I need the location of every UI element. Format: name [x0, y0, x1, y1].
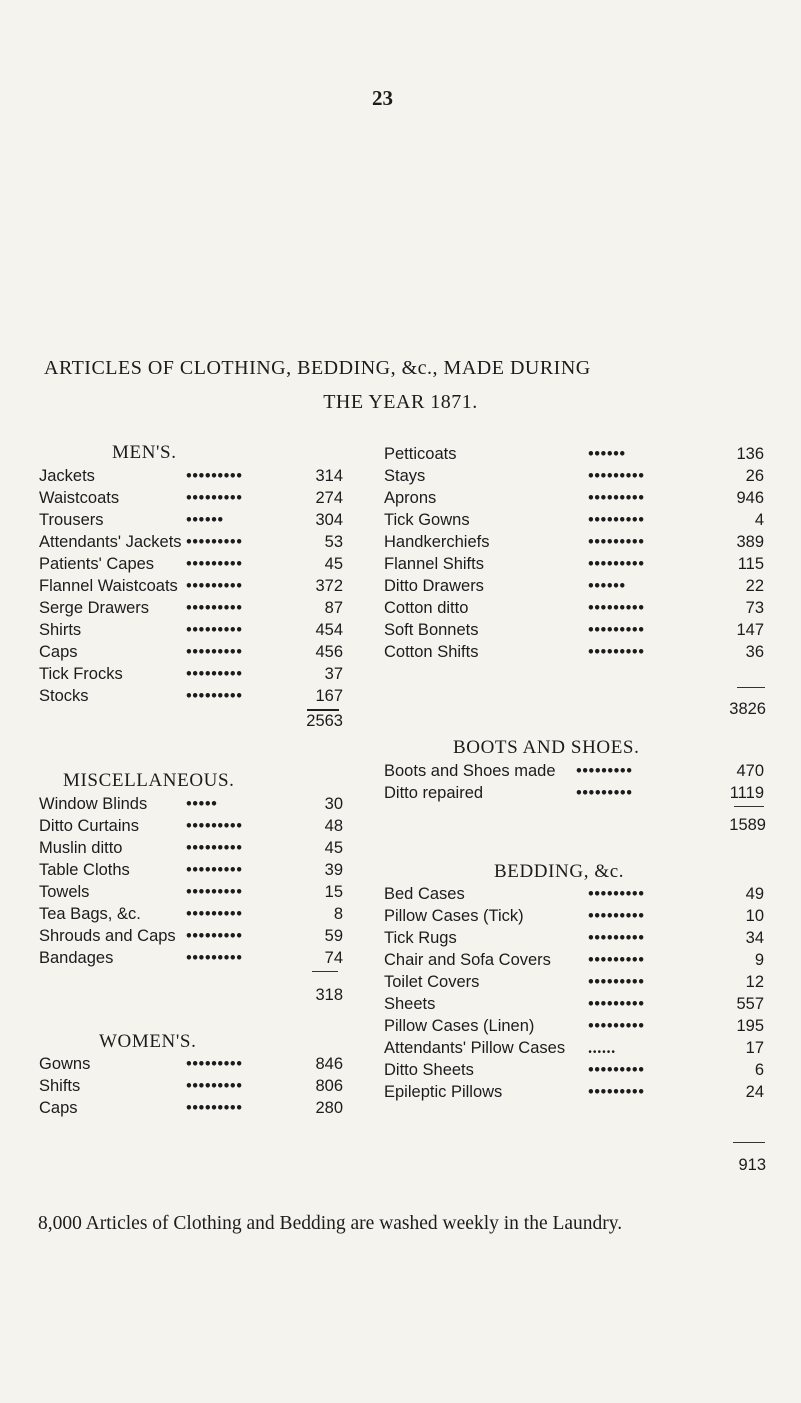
list-item: [384, 619, 766, 641]
leader-dots: •••••••••: [588, 994, 645, 1013]
item-label: Tick Gowns: [384, 511, 470, 529]
document-title: ARTICLES OF CLOTHING, BEDDING, &c., MADE DURING: [44, 357, 591, 379]
list-item: [39, 487, 345, 509]
list-item: [39, 619, 345, 641]
item-value: 470: [736, 762, 764, 780]
item-value: 280: [315, 1099, 343, 1117]
list-item: [384, 993, 766, 1015]
item-label: Caps: [39, 643, 78, 661]
leader-dots: •••••••••: [186, 664, 243, 683]
item-value: 45: [324, 555, 343, 573]
list-item: [384, 1037, 766, 1059]
leader-dots: •••••••••: [186, 1098, 243, 1117]
list-item: [39, 1053, 345, 1075]
item-value: 53: [324, 533, 343, 551]
mens-heading: MEN'S.: [112, 442, 177, 463]
document-subtitle: THE YEAR 1871.: [323, 391, 478, 413]
item-label: Shifts: [39, 1077, 81, 1095]
list-item: [384, 782, 766, 804]
leader-dots: •••••••••: [186, 904, 243, 923]
item-label: Attendants' Pillow Cases: [384, 1039, 566, 1057]
leader-dots: •••••••••: [588, 1060, 645, 1079]
item-label: Jackets: [39, 467, 95, 485]
item-value: 12: [745, 973, 764, 991]
item-label: Ditto Curtains: [39, 817, 139, 835]
leader-dots: •••••••••: [186, 598, 243, 617]
list-item: [39, 881, 345, 903]
leader-dots: ••••••: [186, 510, 224, 529]
leader-dots: •••••••••: [186, 686, 243, 705]
item-label: Trousers: [39, 511, 104, 529]
list-item: [39, 663, 345, 685]
item-label: Pillow Cases (Tick): [384, 907, 524, 925]
item-value: 26: [745, 467, 764, 485]
leader-dots: •••••••••: [588, 950, 645, 969]
item-value: 49: [745, 885, 764, 903]
item-value: 274: [315, 489, 343, 507]
list-item: [384, 575, 766, 597]
item-value: 1119: [729, 784, 764, 802]
item-value: 36: [745, 643, 764, 661]
leader-dots: •••••••••: [186, 620, 243, 639]
list-item: [384, 927, 766, 949]
leader-dots: •••••••••: [186, 816, 243, 835]
item-label: Window Blinds: [39, 795, 148, 813]
leader-dots: •••••••••: [588, 642, 645, 661]
leader-dots: •••••••••: [576, 783, 633, 802]
list-item: [384, 883, 766, 905]
leader-dots: •••••••••: [576, 761, 633, 780]
item-label: Pillow Cases (Linen): [384, 1017, 535, 1035]
leader-dots: ......: [588, 1038, 616, 1057]
item-label: Ditto Drawers: [384, 577, 484, 595]
item-label: Cotton ditto: [384, 599, 469, 617]
list-item: [39, 793, 345, 815]
item-value: 4: [754, 511, 764, 529]
item-value: 304: [315, 511, 343, 529]
leader-dots: •••••••••: [588, 466, 645, 485]
item-label: Aprons: [384, 489, 437, 507]
item-value: 15: [324, 883, 343, 901]
item-label: Patients' Capes: [39, 555, 155, 573]
item-label: Serge Drawers: [39, 599, 150, 617]
item-label: Tick Frocks: [39, 665, 123, 683]
list-item: [39, 465, 345, 487]
list-item: [39, 947, 345, 969]
leader-dots: •••••••••: [186, 882, 243, 901]
list-item: [384, 1015, 766, 1037]
item-value: 9: [754, 951, 764, 969]
list-item: [384, 1059, 766, 1081]
list-item: [384, 1081, 766, 1103]
bedding-total: 913: [738, 1156, 766, 1174]
item-value: 30: [324, 795, 343, 813]
item-value: 6: [754, 1061, 764, 1079]
item-label: Soft Bonnets: [384, 621, 479, 639]
item-label: Tick Rugs: [384, 929, 457, 947]
item-label: Stocks: [39, 687, 89, 705]
list-item: [384, 949, 766, 971]
item-label: Sheets: [384, 995, 436, 1013]
item-value: 24: [745, 1083, 764, 1101]
list-item: [39, 837, 345, 859]
mens-total-rule: [307, 709, 339, 711]
leader-dots: •••••••••: [186, 860, 243, 879]
item-label: Towels: [39, 883, 90, 901]
item-value: 10: [745, 907, 764, 925]
item-value: 39: [324, 861, 343, 879]
item-label: Chair and Sofa Covers: [384, 951, 551, 969]
item-label: Stays: [384, 467, 426, 485]
list-item: [384, 553, 766, 575]
item-value: 73: [745, 599, 764, 617]
leader-dots: •••••••••: [588, 488, 645, 507]
leader-dots: •••••••••: [588, 884, 645, 903]
list-item: [39, 641, 345, 663]
item-value: 45: [324, 839, 343, 857]
leader-dots: •••••••••: [588, 620, 645, 639]
item-value: 115: [737, 555, 764, 573]
leader-dots: •••••••••: [186, 948, 243, 967]
item-value: 34: [745, 929, 764, 947]
leader-dots: •••••••••: [186, 642, 243, 661]
leader-dots: •••••••••: [588, 554, 645, 573]
misc-heading: MISCELLANEOUS.: [63, 770, 235, 791]
leader-dots: ••••••: [588, 576, 626, 595]
item-value: 147: [736, 621, 764, 639]
item-label: Petticoats: [384, 445, 457, 463]
leader-dots: •••••••••: [186, 466, 243, 485]
item-label: Cotton Shifts: [384, 643, 479, 661]
list-item: [39, 531, 345, 553]
item-value: 8: [333, 905, 343, 923]
boots-total: 1589: [729, 816, 766, 834]
item-value: 136: [736, 445, 764, 463]
item-value: 37: [324, 665, 343, 683]
leader-dots: •••••••••: [186, 488, 243, 507]
item-label: Tea Bags, &c.: [39, 905, 141, 923]
leader-dots: •••••••••: [186, 838, 243, 857]
list-item: [384, 531, 766, 553]
item-label: Gowns: [39, 1055, 91, 1073]
leader-dots: •••••••••: [588, 928, 645, 947]
womens-heading: WOMEN'S.: [99, 1031, 197, 1052]
page-number: 23: [372, 86, 393, 110]
item-label: Flannel Shifts: [384, 555, 484, 573]
leader-dots: •••••••••: [186, 554, 243, 573]
list-item: [384, 971, 766, 993]
list-item: [39, 903, 345, 925]
leader-dots: •••••••••: [186, 1054, 243, 1073]
leader-dots: ••••••: [588, 444, 626, 463]
leader-dots: •••••: [186, 794, 218, 813]
item-value: 314: [315, 467, 343, 485]
list-item: [39, 925, 345, 947]
item-label: Toilet Covers: [384, 973, 480, 991]
misc-total: 318: [315, 986, 343, 1004]
list-item: [39, 685, 345, 707]
item-label: Bed Cases: [384, 885, 465, 903]
leader-dots: •••••••••: [186, 1076, 243, 1095]
misc-total-rule: [312, 971, 338, 972]
item-value: 87: [324, 599, 343, 617]
womens-cont-total-rule: [737, 687, 765, 688]
item-label: Waistcoats: [39, 489, 120, 507]
item-label: Table Cloths: [39, 861, 130, 879]
item-value: 389: [736, 533, 764, 551]
item-label: Shrouds and Caps: [39, 927, 176, 945]
list-item: [384, 597, 766, 619]
leader-dots: •••••••••: [588, 510, 645, 529]
item-value: 22: [745, 577, 764, 595]
list-item: [384, 443, 766, 465]
item-value: 167: [315, 687, 343, 705]
list-item: [384, 487, 766, 509]
womens-cont-total: 3826: [729, 700, 766, 718]
list-item: [39, 597, 345, 619]
list-item: [39, 815, 345, 837]
list-item: [39, 1075, 345, 1097]
item-label: Boots and Shoes made: [384, 762, 556, 780]
leader-dots: •••••••••: [588, 532, 645, 551]
item-label: Attendants' Jackets: [39, 533, 182, 551]
boots-heading: BOOTS AND SHOES.: [453, 737, 640, 758]
leader-dots: •••••••••: [186, 926, 243, 945]
leader-dots: •••••••••: [588, 1016, 645, 1035]
item-value: 195: [736, 1017, 764, 1035]
list-item: [384, 641, 766, 663]
list-item: [39, 509, 345, 531]
item-label: Ditto repaired: [384, 784, 484, 802]
leader-dots: •••••••••: [588, 1082, 645, 1101]
item-value: 74: [324, 949, 343, 967]
item-label: Caps: [39, 1099, 78, 1117]
item-value: 372: [315, 577, 343, 595]
item-label: Handkerchiefs: [384, 533, 490, 551]
item-label: Muslin ditto: [39, 839, 123, 857]
list-item: [384, 760, 766, 782]
boots-total-rule: [734, 806, 764, 807]
list-item: [384, 465, 766, 487]
list-item: [39, 1097, 345, 1119]
leader-dots: •••••••••: [186, 532, 243, 551]
leader-dots: •••••••••: [588, 906, 645, 925]
list-item: [384, 905, 766, 927]
item-label: Epileptic Pillows: [384, 1083, 503, 1101]
list-item: [39, 575, 345, 597]
leader-dots: •••••••••: [186, 576, 243, 595]
list-item: [39, 859, 345, 881]
item-label: Ditto Sheets: [384, 1061, 474, 1079]
leader-dots: •••••••••: [588, 972, 645, 991]
list-item: [384, 509, 766, 531]
item-value: 806: [315, 1077, 343, 1095]
item-label: Bandages: [39, 949, 114, 967]
item-label: Flannel Waistcoats: [39, 577, 178, 595]
mens-total: 2563: [306, 712, 343, 730]
item-value: 946: [736, 489, 764, 507]
footer-note: 8,000 Articles of Clothing and Bedding are washed weekly in the Laundry.: [38, 1213, 623, 1234]
item-value: 59: [324, 927, 343, 945]
list-item: [39, 553, 345, 575]
bedding-heading: BEDDING, &c.: [494, 861, 625, 882]
item-value: 17: [745, 1039, 764, 1057]
bedding-total-rule: [733, 1142, 765, 1143]
leader-dots: •••••••••: [588, 598, 645, 617]
item-value: 846: [315, 1055, 343, 1073]
item-value: 557: [736, 995, 764, 1013]
item-value: 48: [324, 817, 343, 835]
item-value: 456: [315, 643, 343, 661]
item-label: Shirts: [39, 621, 82, 639]
item-value: 454: [315, 621, 343, 639]
